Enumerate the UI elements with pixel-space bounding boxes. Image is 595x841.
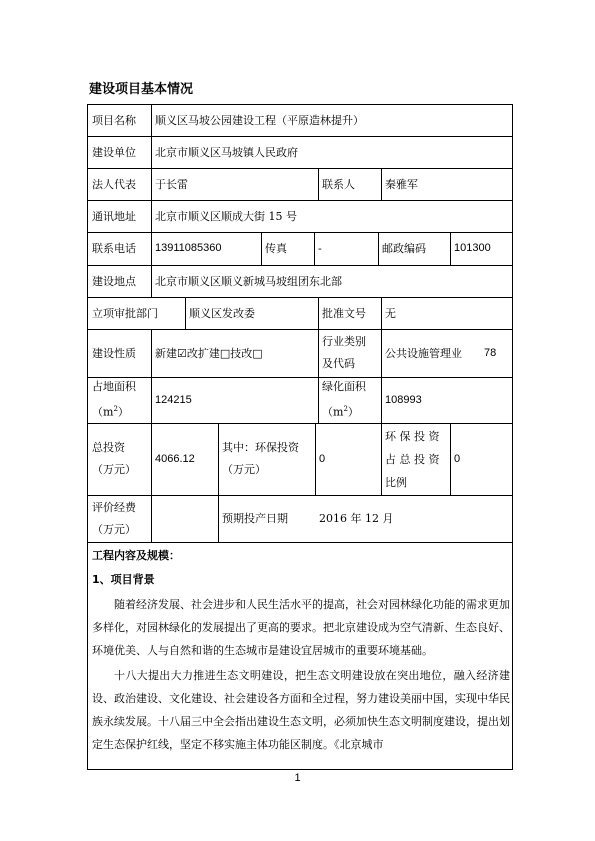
area-label-line2: [92, 398, 129, 424]
zip-label: 邮政编码: [382, 242, 426, 255]
industry-code: 78: [484, 346, 497, 359]
investment-label-line1: 总投资: [92, 441, 125, 454]
industry-label: [318, 329, 381, 377]
env-ratio-value: 0: [454, 452, 461, 465]
legal-rep-label: 法人代表: [92, 177, 136, 191]
area-value: 124215: [155, 393, 192, 406]
start-date-label: 预期投产日期: [222, 512, 288, 525]
industry-name: 公共设施管理业: [385, 346, 462, 360]
green-area-value: 108993: [385, 393, 422, 406]
cost-label-line2: （万元）: [92, 522, 136, 536]
area-unit-sup: 2: [113, 405, 118, 414]
env-investment-label: [218, 423, 315, 495]
project-info-table: [87, 104, 513, 770]
industry-label-line2: 及代码: [322, 357, 355, 370]
industry-value: [381, 329, 513, 377]
cost-value: [151, 495, 218, 542]
area-label-line1: 占地面积: [92, 380, 136, 394]
ratio-label-line2: 占 总 投 资: [385, 452, 440, 466]
page-number: 1: [294, 772, 301, 784]
nature-value: 新建☑改扩建□技改□: [155, 346, 263, 360]
builder-label: 建设单位: [92, 145, 136, 159]
nature-label: 建设性质: [92, 346, 136, 360]
investment-label: [88, 423, 151, 495]
fax-label: 传真: [265, 242, 287, 255]
address-value: 北京市顺义区顺成大街 15 号: [155, 209, 297, 223]
investment-value: 4066.12: [155, 452, 195, 465]
section-heading: 1、项目背景: [92, 573, 155, 586]
approval-dept-label: 立项审批部门: [92, 306, 158, 320]
green-area-label: [318, 377, 381, 423]
paragraph-2: 十八大提出大力推进生态文明建设，把生态文明建设放在突出地位，融入经济建设、政治建设、文化建设、社会建设各方面和全过程，努力建设美丽中国，实现中华民族永续发展。十八届三中全会指出建设生态文明，必须加快生态文明制度建设，提出划定生态保护红线，坚定不移实施主体功能区制度。《北京城市: [92, 669, 510, 751]
page-title: 建设项目基本情况: [89, 82, 194, 97]
location-label: 建设地点: [92, 274, 136, 288]
approval-doc-label: 批准文号: [322, 306, 366, 320]
cost-label: [88, 495, 151, 542]
industry-label-line1: 行业类别: [322, 335, 366, 348]
row-divider: [88, 542, 512, 543]
start-date-value: 2016 年 12 月: [319, 512, 394, 525]
contact-label: 联系人: [322, 177, 355, 191]
investment-label-line2: （万元）: [92, 463, 136, 476]
green-unit: （m: [322, 405, 344, 419]
ratio-label-line3: 比例: [385, 475, 407, 489]
env-ratio-label: [381, 423, 450, 495]
location-value: 北京市顺义区顺义新城马坡组团东北部: [155, 274, 342, 288]
phone-value: 13911085360: [155, 242, 222, 254]
scope-heading: 工程内容及规模：: [92, 549, 180, 562]
green-label-line1: 绿化面积: [322, 380, 366, 394]
contact-value: 秦雅军: [385, 177, 418, 191]
area-unit-close: ）: [117, 405, 129, 419]
area-label: [88, 377, 151, 423]
cost-label-line1: 评价经费: [92, 500, 136, 514]
env-label-line2: （万元）: [222, 463, 266, 476]
zip-value: 101300: [454, 242, 491, 254]
project-name-value: 顺义区马坡公园建设工程（平原造林提升）: [155, 114, 364, 127]
phone-label: 联系电话: [92, 242, 136, 255]
approval-dept-value: 顺义区发改委: [189, 306, 255, 320]
area-unit: （m: [92, 405, 114, 419]
builder-value: 北京市顺义区马坡镇人民政府: [155, 145, 298, 159]
address-label: 通讯地址: [92, 209, 136, 223]
approval-doc-value: 无: [385, 306, 396, 320]
paragraph-1: 随着经济发展、社会进步和人民生活水平的提高，社会对园林绿化功能的需求更加多样化，对园林绿化的发展提出了更高的要求。把北京建设成为空气清新、生态良好、环境优美、人与自然和谐的生态城市是建设宜居城市的重要环境基础。: [92, 598, 510, 657]
green-label-line2: [322, 398, 359, 424]
green-unit-close: ）: [347, 405, 359, 419]
green-unit-sup: 2: [343, 405, 348, 414]
ratio-label-line1: 环 保 投 资: [385, 429, 440, 443]
legal-rep-value: 于长雷: [155, 177, 188, 191]
project-name-label: 项目名称: [92, 114, 136, 127]
fax-value: -: [318, 242, 322, 255]
env-investment-value: 0: [319, 452, 326, 465]
env-label-line1: 其中：环保投资: [222, 441, 299, 454]
